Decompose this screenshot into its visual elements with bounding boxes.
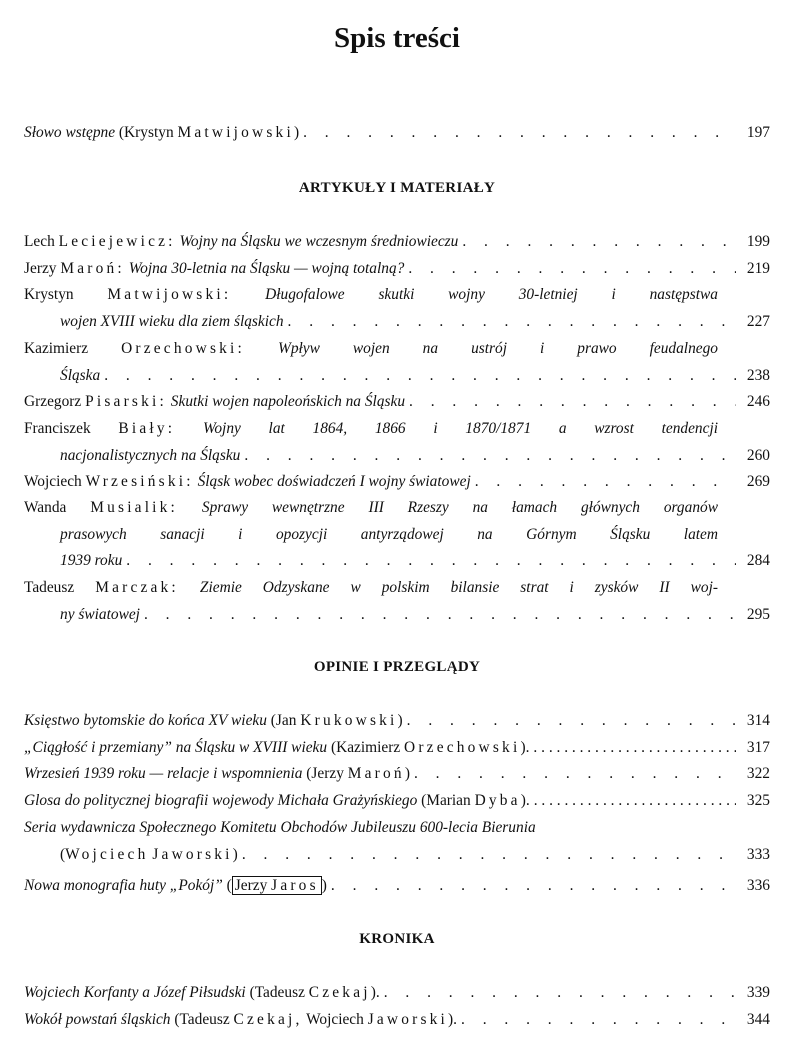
author-last: Leciejewicz: bbox=[58, 233, 176, 250]
entry-title-cont: 1939 roku bbox=[60, 552, 123, 569]
page-number: 227 bbox=[746, 312, 770, 330]
entry-title-cont: nacjonalistycznych na Śląsku bbox=[60, 446, 241, 464]
author-last: Orzechowski: bbox=[121, 340, 245, 357]
author-last: Dyba bbox=[474, 792, 521, 809]
toc-entry-opinion[interactable]: Wrzesień 1939 roku — relacje i wspomnienia (Jerzy Maroń) . . . 322 bbox=[24, 761, 770, 788]
entry-title: Ziemie Odzyskane w polskim bilansie strat i zysków II woj- bbox=[199, 579, 718, 596]
entry-title: Wojny na Śląsku we wczesnym średniowieczu bbox=[179, 233, 459, 250]
page-number: 339 bbox=[746, 984, 770, 1001]
toc-entry-article[interactable] bbox=[24, 336, 770, 389]
page-number: 333 bbox=[746, 845, 770, 863]
entry-title: „Ciągłość i przemiany” na Śląsku w XVIII wieku bbox=[24, 739, 328, 756]
author-first: Wojciech bbox=[24, 473, 82, 490]
author-first: Jerzy bbox=[311, 765, 344, 782]
author-last: Czekaj, bbox=[233, 1011, 303, 1028]
author-first: Krystyn bbox=[24, 286, 74, 303]
page-number: 260 bbox=[746, 446, 770, 464]
dot-leader bbox=[414, 761, 736, 788]
author-last: Jaworski bbox=[152, 845, 233, 863]
author-first: Krystyn bbox=[124, 124, 174, 141]
entry-title: Wojny lat 1864, 1866 i 1870/1871 a wzrost tendencji bbox=[202, 420, 718, 437]
author-first: Kazimierz bbox=[24, 340, 89, 357]
toc-entry-article[interactable] bbox=[24, 575, 770, 628]
toc-entry-article[interactable] bbox=[24, 256, 770, 283]
page-number: 199 bbox=[746, 233, 770, 250]
toc-entry-opinion[interactable]: Nowa monografia huty „Pokój” ( Jerzy Jaros ) . . . 336 bbox=[24, 873, 770, 900]
entry-title: Księstwo bytomskie do końca XV wieku bbox=[24, 712, 267, 729]
section-heading-chronicle: KRONIKA bbox=[359, 931, 435, 947]
dot-leader bbox=[408, 256, 736, 283]
author-first: Tadeusz bbox=[254, 984, 305, 1001]
page-number: 219 bbox=[746, 260, 770, 277]
dot-leader bbox=[461, 1007, 736, 1034]
page-title: Spis treści bbox=[334, 22, 460, 54]
author-last: Maroń: bbox=[60, 260, 125, 277]
dot-leader bbox=[126, 548, 736, 575]
author-last: Jaros bbox=[271, 877, 319, 894]
toc-entry-article[interactable] bbox=[24, 229, 770, 256]
author-first: Jerzy bbox=[234, 877, 268, 894]
toc-entry-article[interactable] bbox=[24, 282, 770, 335]
section-heading-articles: ARTYKUŁY I MATERIAŁY bbox=[298, 180, 496, 196]
dot-leader bbox=[533, 735, 736, 762]
entry-title: Skutki wojen napoleońskich na Śląsku bbox=[170, 393, 406, 410]
dot-leader bbox=[144, 602, 736, 629]
entry-title: Słowo wstępne bbox=[24, 124, 116, 141]
author-first: Tadeusz bbox=[179, 1011, 230, 1028]
entry-title: Wpływ wojen na ustrój i prawo feudalnego bbox=[278, 340, 718, 357]
author-first: Wojciech bbox=[306, 1011, 364, 1028]
page-number: 284 bbox=[746, 552, 770, 569]
author-first: Grzegorz bbox=[24, 393, 82, 410]
page-number: 322 bbox=[746, 765, 770, 782]
dot-leader bbox=[303, 120, 736, 147]
toc-entry-article[interactable] bbox=[24, 389, 770, 416]
highlight-box bbox=[232, 876, 322, 895]
author-last: Maroń bbox=[347, 765, 405, 782]
page-number: 317 bbox=[746, 739, 770, 756]
author-first: Tadeusz bbox=[24, 579, 75, 596]
author-first: Kazimierz bbox=[336, 739, 401, 756]
toc-entry-chronicle[interactable]: Wokół powstań śląskich (Tadeusz Czekaj, Wojciech Jaworski). . . . 344 bbox=[24, 1007, 770, 1034]
author-last: Krukowski bbox=[300, 712, 398, 729]
entry-title: Wokół powstań śląskich bbox=[24, 1011, 171, 1028]
author-last: Matwijowski: bbox=[107, 286, 232, 303]
author-last: Wrzesiński: bbox=[85, 473, 194, 490]
page-number: 238 bbox=[746, 366, 770, 384]
entry-title: Nowa monografia huty „Pokój” bbox=[24, 877, 223, 894]
dot-leader bbox=[104, 363, 736, 390]
dot-leader bbox=[534, 788, 736, 815]
page-number: 336 bbox=[746, 877, 770, 894]
dot-leader bbox=[409, 389, 736, 416]
author-last: Pisarski: bbox=[85, 393, 167, 410]
entry-title: Glosa do politycznej biografii wojewody Michała Grażyńskiego bbox=[24, 792, 418, 809]
entry-title-cont: Śląska bbox=[60, 366, 101, 384]
dot-leader bbox=[244, 443, 736, 470]
dot-leader bbox=[462, 229, 736, 256]
author-last: Musialik: bbox=[90, 499, 179, 516]
dot-leader bbox=[242, 842, 736, 869]
dot-leader bbox=[288, 309, 736, 336]
toc-entry-opinion[interactable]: Księstwo bytomskie do końca XV wieku (Jan Krukowski) . . . 314 bbox=[24, 708, 770, 735]
entry-title: Wojciech Korfanty a Józef Piłsudski bbox=[24, 984, 246, 1001]
page-number: 197 bbox=[746, 124, 770, 141]
page-number: 246 bbox=[746, 393, 770, 410]
page-number: 344 bbox=[746, 1011, 770, 1028]
entry-title: Wrzesień 1939 roku — relacje i wspomnienia bbox=[24, 765, 303, 782]
toc-entry-article[interactable] bbox=[24, 495, 770, 575]
entry-title-cont: ny światowej bbox=[60, 605, 140, 623]
toc-entry-article[interactable] bbox=[24, 416, 770, 469]
entry-title-cont: prasowych sanacji i opozycji antyrządowej na Górnym Śląsku latem bbox=[60, 525, 718, 543]
author-first: Wojciech bbox=[65, 845, 149, 863]
entry-title: Długofalowe skutki wojny 30-letniej i następstwa bbox=[265, 286, 718, 303]
page-number: 314 bbox=[746, 712, 770, 729]
page-number: 295 bbox=[746, 605, 770, 623]
toc-entry-intro[interactable]: Słowo wstępne (Krystyn Matwijowski) . . . 197 bbox=[24, 120, 770, 147]
dot-leader bbox=[475, 469, 736, 496]
dot-leader bbox=[331, 873, 736, 900]
toc-entry-article[interactable] bbox=[24, 469, 770, 496]
entry-title-cont: wojen XVIII wieku dla ziem śląskich bbox=[60, 312, 284, 330]
author-first: Marian bbox=[426, 792, 471, 809]
author-first: Wanda bbox=[24, 499, 67, 516]
page-number: 325 bbox=[746, 792, 770, 809]
toc-entry-opinion[interactable]: Seria wydawnicza Społecznego Komitetu Obchodów Jubileuszu 600-lecia Bierunia (Wojciech Jaworski) . . . 333 bbox=[24, 815, 770, 868]
author-first: Jerzy bbox=[24, 260, 57, 277]
author-last: Biały: bbox=[118, 420, 176, 437]
entry-title: Sprawy wewnętrzne III Rzeszy na łamach głównych organów bbox=[201, 499, 718, 516]
author-last: Jaworski bbox=[367, 1011, 449, 1028]
author-last: Marczak: bbox=[95, 579, 179, 596]
dot-leader bbox=[407, 708, 736, 735]
dot-leader bbox=[384, 980, 736, 1007]
entry-title: Wojna 30-letnia na Śląsku — wojną totalną? bbox=[128, 260, 405, 277]
author-first: Franciszek bbox=[24, 420, 91, 437]
author-last: Matwijowski bbox=[177, 124, 294, 141]
author-last: Czekaj bbox=[308, 984, 371, 1001]
toc-entry-opinion[interactable]: „Ciągłość i przemiany” na Śląsku w XVIII wieku (Kazimierz Orzechowski). . . . 317 bbox=[24, 735, 770, 762]
entry-title: Śląsk wobec doświadczeń I wojny światowej bbox=[197, 473, 471, 490]
author-first: Lech bbox=[24, 233, 55, 250]
author-last: Orzechowski bbox=[404, 739, 521, 756]
author-first: Jan bbox=[275, 712, 297, 729]
entry-title: Seria wydawnicza Społecznego Komitetu Obchodów Jubileuszu 600-lecia Bierunia bbox=[24, 819, 536, 836]
toc-entry-opinion[interactable]: Glosa do politycznej biografii wojewody Michała Grażyńskiego (Marian Dyba). . . . 325 bbox=[24, 788, 770, 815]
toc-entry-chronicle[interactable]: Wojciech Korfanty a Józef Piłsudski (Tadeusz Czekaj). . . . 339 bbox=[24, 980, 770, 1007]
section-heading-opinions: OPINIE I PRZEGLĄDY bbox=[313, 659, 481, 675]
page-number: 269 bbox=[746, 473, 770, 490]
